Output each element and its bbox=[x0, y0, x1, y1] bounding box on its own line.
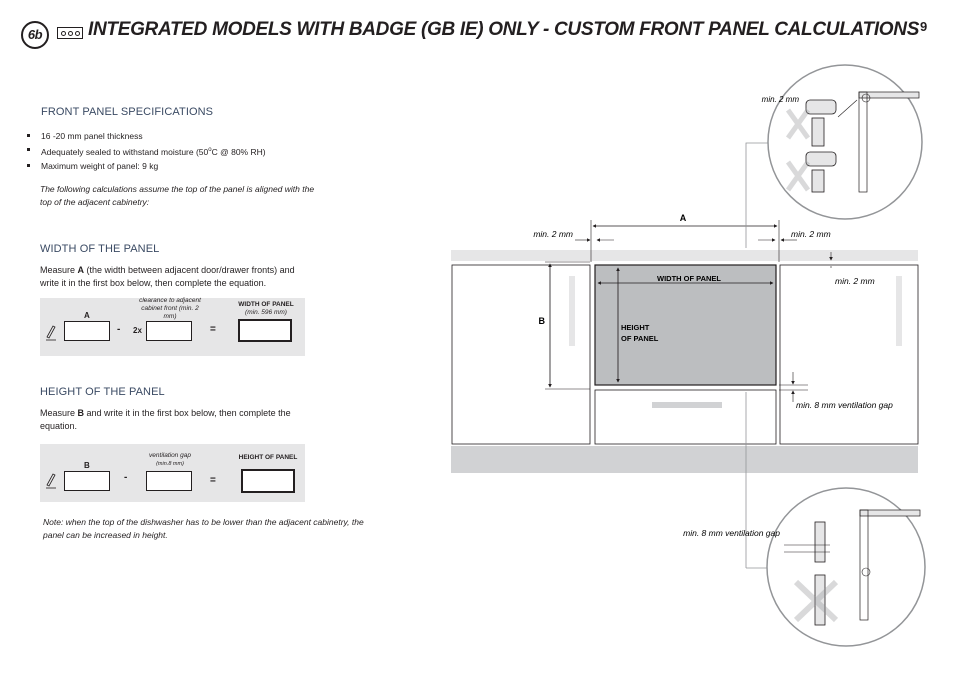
detail-vent-gap-label: min. 8 mm ventilation gap bbox=[683, 528, 780, 538]
left-cabinet-handle bbox=[569, 276, 575, 346]
specs-title: FRONT PANEL SPECIFICATIONS bbox=[41, 106, 214, 118]
min2-right-label: min. 2 mm bbox=[791, 229, 831, 239]
minus-sign: - bbox=[117, 324, 121, 335]
min2-side-label: min. 2 mm bbox=[835, 276, 875, 286]
equals-sign: = bbox=[210, 475, 216, 486]
width-result-label: WIDTH OF PANEL bbox=[238, 301, 294, 308]
minus-sign: - bbox=[124, 472, 128, 483]
dishwasher-badge bbox=[652, 402, 722, 408]
section-badge: 6b bbox=[21, 21, 49, 49]
height-title: HEIGHT OF THE PANEL bbox=[40, 386, 165, 398]
box-a-label: A bbox=[84, 311, 90, 320]
right-cabinet-handle bbox=[896, 276, 902, 346]
calc-assumption-note: The following calculations assume the top of the panel is aligned with the top of the adjacent cabinetry: bbox=[40, 184, 315, 207]
width-title: WIDTH OF THE PANEL bbox=[40, 243, 160, 255]
dim-b-label: B bbox=[538, 316, 545, 326]
height-result-label: HEIGHT OF PANEL bbox=[238, 454, 298, 461]
width-instructions: Measure A (the width between adjacent door/drawer fronts) and write it in the first box below, then complete the equation. bbox=[40, 265, 295, 288]
page-number: 9 bbox=[920, 19, 928, 34]
spec-item: 16 -20 mm panel thickness bbox=[27, 129, 266, 143]
dishwasher-lower-door bbox=[595, 390, 776, 444]
width-result-min: (min. 596 mm) bbox=[245, 309, 287, 316]
height-of-panel-label-1: HEIGHT bbox=[621, 323, 650, 332]
top-detail-circle bbox=[768, 65, 922, 219]
box-b-label: B bbox=[84, 461, 90, 470]
page-title: INTEGRATED MODELS WITH BADGE (GB IE) ONLY - CUSTOM FRONT PANEL CALCULATIONS bbox=[88, 19, 920, 40]
height-instructions: Measure B and write it in the first box below, then complete the equation. bbox=[40, 408, 291, 431]
height-of-panel-label-2: OF PANEL bbox=[621, 334, 659, 343]
vent-gap-label: ventilation gap bbox=[149, 452, 191, 459]
min2-left-label: min. 2 mm bbox=[533, 229, 573, 239]
clearance-label: clearance to adjacent cabinet front (min. 2 mm) bbox=[139, 297, 201, 320]
height-note: Note: when the top of the dishwasher has to be lower than the adjacent cabinetry, the panel can be increased in height. bbox=[43, 517, 364, 540]
dim-a-label: A bbox=[679, 213, 687, 223]
worktop bbox=[451, 250, 918, 261]
plinth bbox=[451, 446, 918, 473]
vent-gap-min: (min.8 mm) bbox=[156, 461, 184, 467]
spec-item: Maximum weight of panel: 9 kg bbox=[27, 159, 266, 173]
multiplier: 2x bbox=[133, 326, 142, 335]
equals-sign: = bbox=[210, 324, 216, 335]
vent-gap-label: min. 8 mm ventilation gap bbox=[796, 400, 893, 410]
width-of-panel-label: WIDTH OF PANEL bbox=[656, 274, 722, 283]
detail-min2-label: min. 2 mm bbox=[761, 95, 799, 104]
spec-item: Adequately sealed to withstand moisture (50$^o$C @ 80% RH) bbox=[27, 143, 266, 159]
